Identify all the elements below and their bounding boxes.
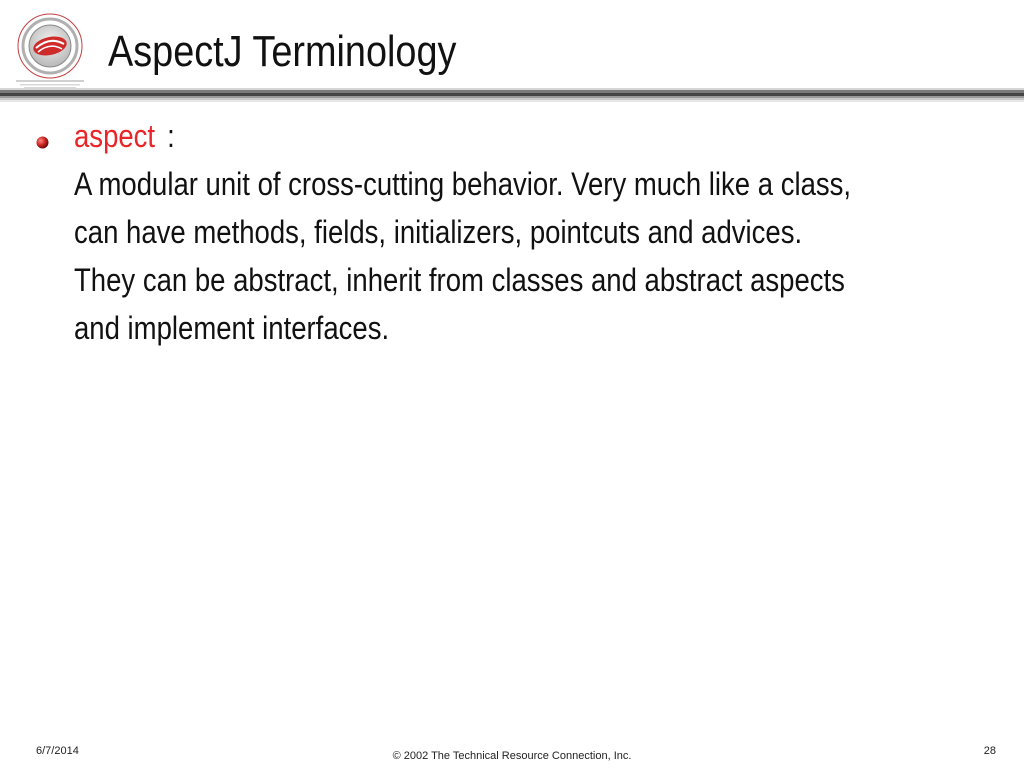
definition-line: A modular unit of cross-cutting behavior. Very much like a class, [74, 166, 852, 202]
definition-line: They can be abstract, inherit from classes and abstract aspects [74, 262, 845, 298]
definition-line: and implement interfaces. [74, 310, 390, 346]
definition-line: can have methods, fields, initializers, pointcuts and advices. [74, 214, 803, 250]
title-divider [0, 88, 1024, 104]
footer-copyright: © 2002 The Technical Resource Connection, Inc. [392, 750, 632, 762]
term-separator: : [167, 118, 175, 154]
logo-seal-icon [6, 12, 94, 92]
bullet-heading-line [74, 112, 1020, 160]
company-logo [6, 12, 94, 92]
bullet-icon [36, 136, 49, 149]
bullet-text [74, 112, 1020, 352]
page-number: 28 [983, 745, 996, 757]
slide-title: AspectJ Terminology [108, 27, 457, 76]
footer-date: 6/7/2014 [36, 745, 79, 757]
term-label: aspect [74, 118, 156, 154]
